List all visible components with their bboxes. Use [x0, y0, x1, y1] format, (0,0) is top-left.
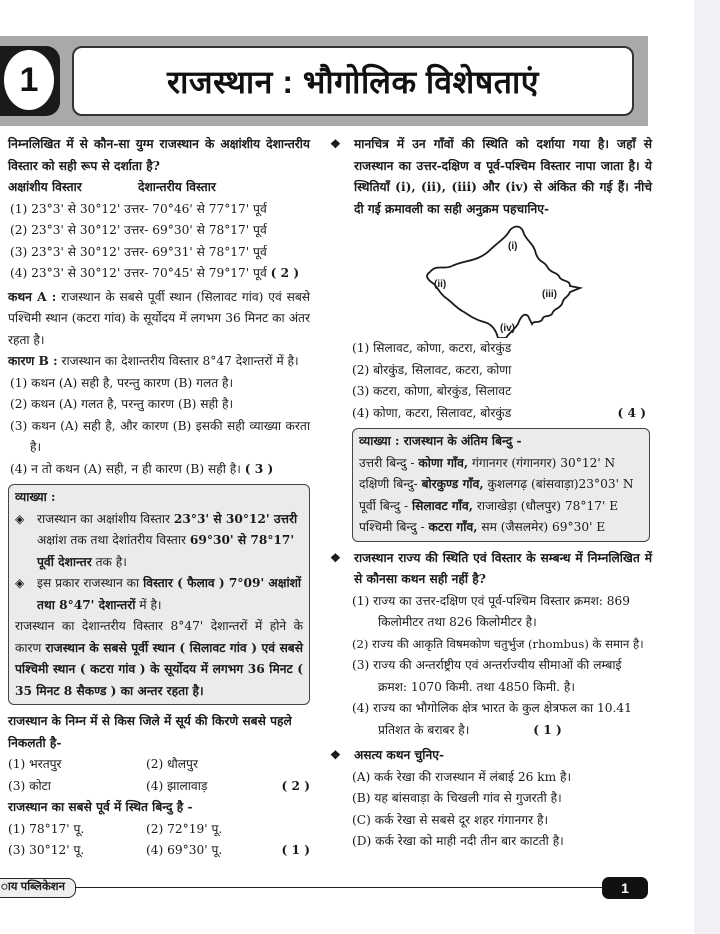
option: (1) 78°17' पू. — [8, 821, 85, 836]
options — [330, 338, 652, 424]
option — [8, 263, 310, 285]
option: (D) कर्क रेखा को माही नदी तीन बार काटती है। — [352, 834, 564, 848]
answer: ( 2 ) — [270, 266, 300, 280]
publisher-name: ाय पब्लिकेशन — [0, 878, 76, 898]
text-bold: बोरकुण्ड गाँव, — [421, 477, 484, 491]
option: (2) बोरकुंड, सिलावट, कटरा, कोणा — [352, 362, 512, 377]
reason — [8, 351, 310, 373]
endpoint-row — [359, 474, 643, 496]
option: (C) कर्क रेखा से सबसे दूर शहर गंगानगर है। — [352, 812, 549, 827]
rajasthan-outline-icon — [348, 220, 648, 338]
option: (1) भरतपुर — [8, 757, 62, 771]
text: में है। — [135, 597, 162, 612]
star-bullet-icon: ❖ — [330, 550, 341, 565]
answer: ( 1 ) — [281, 843, 310, 857]
text-bold: कटरा गाँव, — [428, 520, 478, 534]
option: (2) राज्य की आकृति विषमकोण चतुर्भुज (rhombus) के समान है। — [352, 636, 644, 651]
reason-label: कारण B : — [8, 354, 58, 368]
question-text: मानचित्र में उन गाँवों की स्थिति को दर्शाया गया है। जहाँ से राजस्थान का उत्तर-दक्षिण व पूर्व-पश्चिम विस्तार नापा जाता है। ये स्थितियाँ (i), (ii), (iii) और (iv) से अंकित की गई हैं। नीचे दी गई क्रमावली का सही अनुक्रम पहचानिए- — [354, 137, 652, 216]
option-text: (4) न तो कथन (A) सही, न ही कारण (B) सही है। — [10, 461, 241, 476]
bullet-text — [37, 573, 303, 616]
explanation-bullet — [15, 573, 303, 616]
option: (4) झालावाड़ — [146, 778, 208, 793]
question-text: राजस्थान के निम्न में से किस जिले में सूर्य की किरणे सबसे पहले निकलती है- — [8, 714, 292, 750]
answer: ( 2 ) — [281, 778, 310, 793]
option: (2) धौलपुर — [146, 757, 198, 771]
option — [352, 698, 652, 741]
options-grid — [8, 754, 310, 797]
longitude-header: देशान्तरीय विस्तार — [138, 180, 216, 194]
option: (1) सिलावट, कोणा, कटरा, बोरकुंड — [352, 341, 512, 355]
answer: ( 3 ) — [244, 461, 274, 476]
statement — [8, 287, 310, 352]
map-label-iv: (iv) — [500, 323, 515, 334]
explanation-bullet — [15, 509, 303, 574]
text-bold: सिलावट गाँव, — [411, 498, 473, 513]
option: (3) 30°12' पू. — [8, 843, 85, 857]
map-label-iii: (iii) — [542, 289, 557, 300]
endpoints-explanation-box — [352, 428, 650, 542]
text: गंगानगर (गंगानगर) 30°12' N — [468, 455, 616, 470]
option: (1) कथन (A) सही है, परन्तु कारण (B) गलत है। — [10, 375, 234, 390]
diamond-bullet-icon: ◈ — [15, 576, 25, 590]
map-label-i: (i) — [508, 241, 518, 252]
option: (B) यह बांसवाड़ा के चिखली गांव से गुजरती है। — [352, 791, 562, 805]
latitude-header: अक्षांशीय विस्तार — [8, 180, 82, 194]
explanation-paragraph — [15, 616, 303, 702]
question-1 — [8, 134, 310, 285]
page-number: 1 — [602, 877, 648, 899]
question-text: असत्य कथन चुनिए- — [354, 748, 445, 762]
statement-text: राजस्थान के सबसे पूर्वी स्थान (सिलावट गांव) एवं सबसे पश्चिमी स्थान (कटरा गांव) के सूर्योदय में लगभग 36 मिनट का अंतर रहता है। — [8, 289, 311, 347]
option: (4) 69°30' पू. — [146, 843, 223, 857]
option: (3) कथन (A) सही है, और कारण (B) इसकी सही व्याख्या करता है। — [10, 418, 310, 454]
option: (1) राज्य का उत्तर-दक्षिण एवं पूर्व-पश्चिम विस्तार क्रमश: 869 किलोमीटर तथा 826 किलोमीटर है। — [352, 593, 631, 629]
option: (1) 23°3' से 30°12' उत्तर- 70°46' से 77°17' पूर्व — [10, 201, 267, 216]
star-bullet-icon: ❖ — [330, 137, 341, 151]
question-text: निम्नलिखित में से कौन-सा युग्म राजस्थान के अक्षांशीय देशान्तरीय विस्तार को सही रूप से दर्शाता है? — [8, 137, 310, 173]
chapter-number: 1 — [4, 50, 54, 110]
option — [8, 459, 310, 481]
option — [352, 403, 652, 425]
question-7 — [330, 745, 652, 853]
text-bold: कोणा गाँव, — [418, 455, 469, 470]
options-grid — [8, 819, 310, 862]
left-column — [8, 134, 310, 862]
option: (3) राज्य की अन्तर्राष्ट्रीय एवं अन्तर्राज्यीय सीमाओं की लम्बाई क्रमश: 1070 किमी. तथा 4850 किमी. है। — [352, 658, 622, 694]
text: अक्षांश तक तथा देशांतरीय विस्तार — [37, 533, 190, 547]
question-6 — [330, 548, 652, 742]
text: पश्चिमी बिन्दु - — [359, 520, 429, 534]
question-text: राजस्थान का सबसे पूर्व में स्थित बिन्दु है - — [8, 800, 193, 814]
option: (2) कथन (A) गलत है, परन्तु कारण (B) सही है। — [10, 397, 234, 411]
text: पूर्वी बिन्दु - — [359, 498, 412, 513]
endpoint-row — [359, 496, 643, 518]
option: (2) 72°19' पू. — [146, 821, 223, 836]
explanation-heading: व्याख्या : राजस्थान के अंतिम बिन्दु - — [359, 434, 522, 448]
endpoint-row — [359, 517, 643, 539]
option: (3) कोटा — [8, 778, 51, 793]
text: राजस्थान का देशान्तरीय विस्तार 8°47' देशान्तरों में होने के कारण — [15, 619, 303, 655]
option: (2) 23°3' से 30°12' उत्तर- 69°30' से 78°17' पूर्व — [10, 223, 267, 237]
question-row — [330, 548, 652, 591]
rajasthan-map — [348, 220, 652, 338]
question-text: राजस्थान राज्य की स्थिति एवं विस्तार के सम्बन्ध में निम्नलिखित में से कौनसा कथन सही नहीं है? — [354, 550, 652, 586]
bullet-text — [37, 509, 303, 574]
answer: ( 1 ) — [533, 722, 562, 737]
right-gutter — [694, 0, 720, 934]
statement-label: कथन A : — [8, 289, 57, 304]
text-bold: 69°30' से 78°17' पूर्वी देशान्तर — [37, 533, 295, 569]
explanation-heading: व्याख्या : — [15, 490, 56, 504]
right-column — [330, 134, 652, 853]
option-text: (4) कोणा, कटरा, सिलावट, बोरकुंड — [352, 405, 512, 420]
question-row — [330, 745, 652, 767]
diamond-bullet-icon: ◈ — [15, 511, 25, 526]
answer: ( 4 ) — [617, 405, 646, 420]
question-5 — [330, 134, 652, 424]
text: उत्तरी बिन्दु - — [359, 455, 419, 470]
chapter-title: राजस्थान : भौगोलिक विशेषताएं — [72, 46, 634, 116]
footer-rule — [74, 887, 604, 888]
text: इस प्रकार राजस्थान का — [37, 576, 144, 590]
text: दक्षिणी बिन्दु- — [359, 477, 422, 491]
text: कुशलगढ़ (बांसवाड़ा)23°03' N — [483, 477, 634, 491]
text-bold: राजस्थान के सबसे पूर्वी स्थान ( सिलावट गांव ) एवं सबसे पश्चिमी स्थान ( कटरा गांव ) के सूर्योदय में लगभग 36 मिनट ( 35 मिनट 8 सैकण्ड ) का अन्तर रहता है। — [15, 640, 304, 698]
endpoint-row — [359, 453, 643, 475]
options — [330, 767, 652, 853]
text: राजाखेड़ा (धौलपुर) 78°17' E — [472, 498, 619, 513]
text: तक है। — [91, 554, 127, 569]
question-4 — [8, 797, 310, 862]
star-bullet-icon: ❖ — [330, 748, 341, 762]
question-row — [330, 134, 652, 220]
option-text: (4) राज्य का भौगोलिक क्षेत्र भारत के कुल क्षेत्रफल का 10.41 प्रतिशत के बराबर है। — [352, 701, 632, 737]
option-text: (4) 23°3' से 30°12' उत्तर- 70°45' से 79°17' पूर्व — [10, 266, 267, 280]
text: राजस्थान का अक्षांशीय विस्तार — [37, 511, 174, 526]
map-label-ii: (ii) — [434, 279, 447, 290]
text-bold: 23°3' से 30°12' उत्तरी — [173, 511, 298, 526]
explanation-box — [8, 484, 310, 705]
question-2 — [8, 287, 310, 481]
option: (3) कटरा, कोणा, बोरकुंड, सिलावट — [352, 384, 512, 398]
reason-text: राजस्थान का देशान्तरीय विस्तार 8°47 देशान्तरों में है। — [61, 354, 299, 368]
question-3 — [8, 711, 310, 797]
text-bold: विस्तार ( फैलाव ) 7°09' अक्षांशों तथा 8°47' देशान्तरों — [37, 576, 302, 612]
column-headers — [8, 177, 310, 199]
option: (3) 23°3' से 30°12' उत्तर- 69°31' से 78°17' पूर्व — [10, 244, 267, 259]
text: सम (जैसलमेर) 69°30' E — [477, 520, 606, 534]
option: (A) कर्क रेखा की राजस्थान में लंबाई 26 km है। — [352, 769, 572, 784]
options — [330, 591, 652, 742]
